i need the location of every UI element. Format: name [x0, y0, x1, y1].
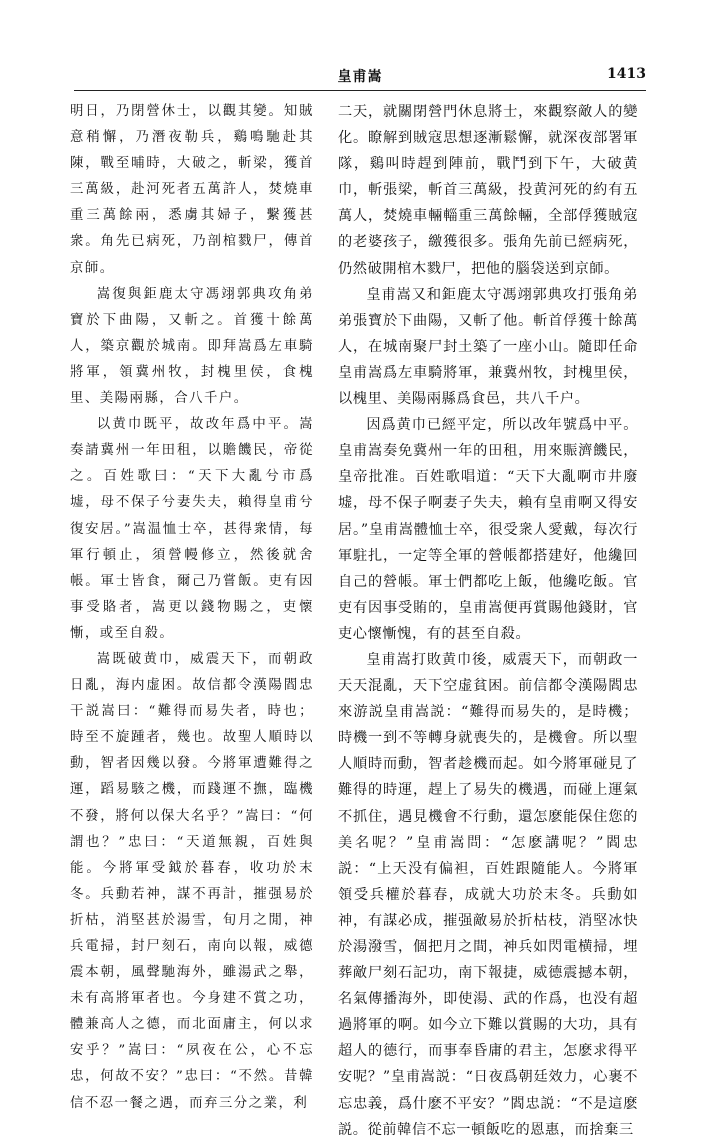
classical-paragraph-1: 明日，乃閉營休士，以觀其變。知賊意稍懈，乃潛夜勒兵，鷄鳴馳赴其陳，戰至晡時，大破之，斬梁，獲首三萬級，赴河死者五萬許人，焚燒車重三萬餘兩，悉虜其婦子，繫獲甚衆。角先已病死，乃剖棺戮尸，傳首京師。 — [70, 104, 314, 276]
page-number: 1413 — [607, 66, 646, 82]
translation-paragraph-3: 因爲黄巾已經平定，所以改年號爲中平。皇甫嵩奏免冀州一年的田租，用來賑濟饑民，皇帝批准。百姓歌唱道：“天下大亂啊市井廢墟，母不保子啊妻子失夫，賴有皇甫啊又得安居。”皇甫嵩體恤士卒，很受衆人愛戴，每次行軍駐扎，一定等全軍的營帳都搭建好，他纔回自己的營帳。軍士們都吃上飯，他纔吃飯。官吏有因事受賄的，皇甫嵩便再賞賜他錢財，官吏心懷慚愧，有的甚至自殺。 — [338, 417, 638, 642]
classical-paragraph-2: 嵩復與鉅鹿太守馮翊郭典攻角弟寶於下曲陽，又斬之。首獲十餘萬人，築京觀於城南。即拜嵩爲左車騎將軍，領冀州牧，封槐里侯，食槐里、美陽兩縣，合八千户。 — [70, 286, 314, 407]
classical-paragraph-4: 嵩既破黄巾，威震天下，而朝政日亂，海内虚困。故信都令漢陽閻忠干説嵩曰：“難得而易失者，時也；時至不旋踵者，幾也。故聖人順時以動，智者因幾以發。今將軍遭難得之運，蹈易駭之機，而踐運不撫，臨機不發，將何以保大名乎？”嵩曰：“何謂也？”忠曰：“天道無親，百姓與能。今將軍受鉞於暮春，收功於末冬。兵動若神，謀不再計，摧强易於折枯，消堅甚於湯雪，旬月之閒，神兵電掃，封尸刻石，南向以報，威德震本朝，風聲馳海外，雖湯武之舉，未有高將軍者也。今身建不賞之功，體兼高人之德，而北面庸主，何以求安乎？”嵩曰：“夙夜在公，心不忘忠，何故不安？”忠曰：“不然。昔韓信不忍一餐之遇，而弃三分之業，利 — [70, 651, 314, 1111]
header-rule — [74, 90, 646, 91]
running-header — [74, 64, 646, 90]
classical-text-column — [70, 99, 314, 1117]
translation-paragraph-4: 皇甫嵩打敗黄巾後，威震天下，而朝政一天天混亂，天下空虚貧困。前信都令漢陽閻忠來游説皇甫嵩説：“難得而易失的，是時機；時機一到不等轉身就喪失的，是機會。所以聖人順時而動，智者趁機而起。如今將軍碰見了難得的時運，趕上了易失的機遇，而碰上運氣不抓住，遇見機會不行動，還怎麽能保住您的美名呢？”皇甫嵩問：“怎麽講呢？”閻忠説：“上天没有偏袒，百姓跟隨能人。今將軍領受兵權於暮春，成就大功於末冬。兵動如神，有謀必成，摧强敵易於折枯枝，消堅冰快於湯潑雪，個把月之間，神兵如閃電横掃，埋葬敵尸刻石記功，南下報捷，威德震撼本朝，名氣傳播海外，即使湯、武的作爲，也没有超過將軍的啊。如今立下難以賞賜的大功，具有超人的德行，而事奉昏庸的君主，怎麽求得平安呢？”皇甫嵩説：“日夜爲朝廷效力，心裹不忘忠義，爲什麽不平安？”閻忠説：“不是這麽説。從前韓信不忘一頓飯吃的恩惠，而捨棄三 — [338, 651, 638, 1138]
translation-paragraph-1: 二天，就關閉營門休息將士，來觀察敵人的變化。瞭解到賊寇思想逐漸鬆懈，就深夜部署軍隊，鷄叫時趕到陣前，戰鬥到下午，大破黄巾，斬張梁，斬首三萬級，投黄河死的約有五萬人，焚燒車輛輜重三萬餘輛，全部俘獲賊寇的老婆孩子，繳獲很多。張角先前已經病死，仍然破開棺木戮尸，把他的腦袋送到京師。 — [338, 104, 638, 277]
translation-paragraph-2: 皇甫嵩又和鉅鹿太守馮翊郭典攻打張角弟弟張寶於下曲陽，又斬了他。斬首俘獲十餘萬人，在城南聚尸封土築了一座小山。隨即任命皇甫嵩爲左車騎將軍，兼冀州牧，封槐里侯，以槐里、美陽兩縣爲食邑，共八千户。 — [338, 286, 638, 408]
classical-paragraph-3: 以黄巾既平，故改年爲中平。嵩奏請冀州一年田租，以贍饑民，帝從之。百姓歌曰：“天下大亂兮市爲墟，母不保子兮妻失夫，賴得皇甫兮復安居。”嵩温恤士卒，甚得衆情，每軍行頓止，須營幔修立，然後就舍帳。軍士皆食，爾己乃嘗飯。吏有因事受賂者，嵩更以錢物賜之，吏懷慚，或至自殺。 — [70, 417, 314, 641]
running-title: 皇甫嵩 — [337, 69, 383, 85]
translation-text-column — [338, 99, 638, 1143]
